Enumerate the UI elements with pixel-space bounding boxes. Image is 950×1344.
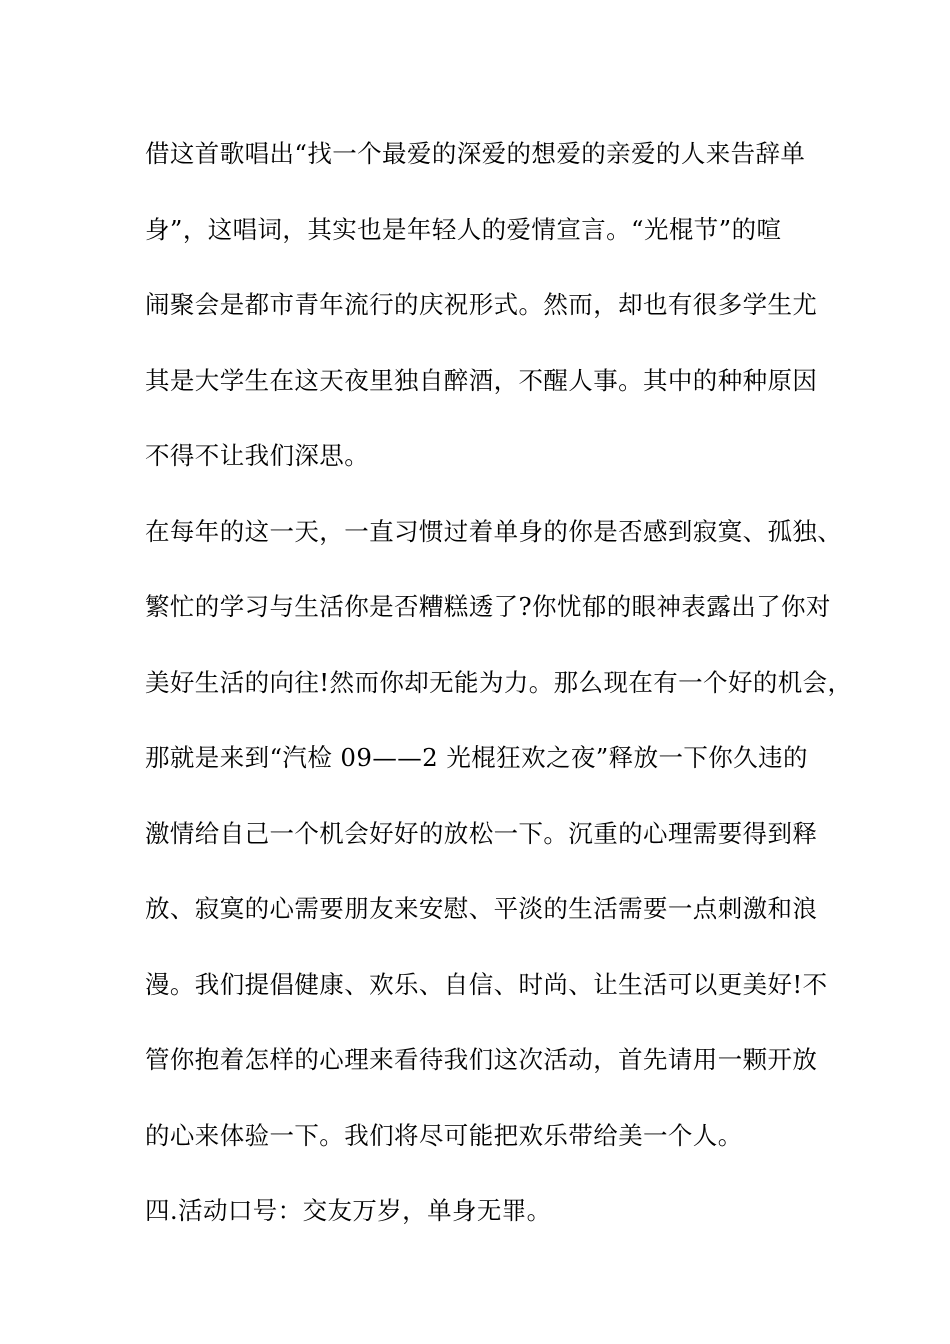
text-line: 繁忙的学习与生活你是否糟糕透了?你忧郁的眼神表露出了你对 (145, 592, 831, 621)
text-line: 闹聚会是都市青年流行的庆祝形式。然而，却也有很多学生尤 (145, 290, 818, 319)
text-line: 其是大学生在这天夜里独自醉酒，不醒人事。其中的种种原因 (145, 365, 818, 395)
text-line: 不得不让我们深思。 (145, 441, 370, 470)
text-line: 激情给自己一个机会好好的放松一下。沉重的心理需要得到释 (145, 818, 818, 848)
text-line: 在每年的这一天，一直习惯过着单身的你是否感到寂寞、孤独、 (145, 516, 843, 546)
text-line: 放、寂寞的心需要朋友来安慰、平淡的生活需要一点刺激和浪 (145, 894, 818, 923)
text-line: 那就是来到“汽检 09——2 光棍狂欢之夜”释放一下你久违的 (145, 743, 808, 772)
text-line: 借这首歌唱出“找一个最爱的深爱的想爱的亲爱的人来告辞单 (145, 139, 806, 168)
text-line: 的心来体验一下。我们将尽可能把欢乐带给美一个人。 (145, 1120, 743, 1150)
text-line: 漫。我们提倡健康、欢乐、自信、时尚、让生活可以更美好!不 (145, 969, 828, 999)
text-line: 管你抱着怎样的心理来看待我们这次活动，首先请用一颗开放 (145, 1045, 818, 1074)
text-line: 美好生活的向往!然而你却无能为力。那么现在有一个好的机会， (145, 667, 853, 697)
document-body (145, 132, 853, 1265)
section-heading: 四.活动口号：交友万岁，单身无罪。 (145, 1196, 552, 1225)
text-line: 身”，这唱词，其实也是年轻人的爱情宣言。“光棍节”的喧 (145, 214, 782, 244)
